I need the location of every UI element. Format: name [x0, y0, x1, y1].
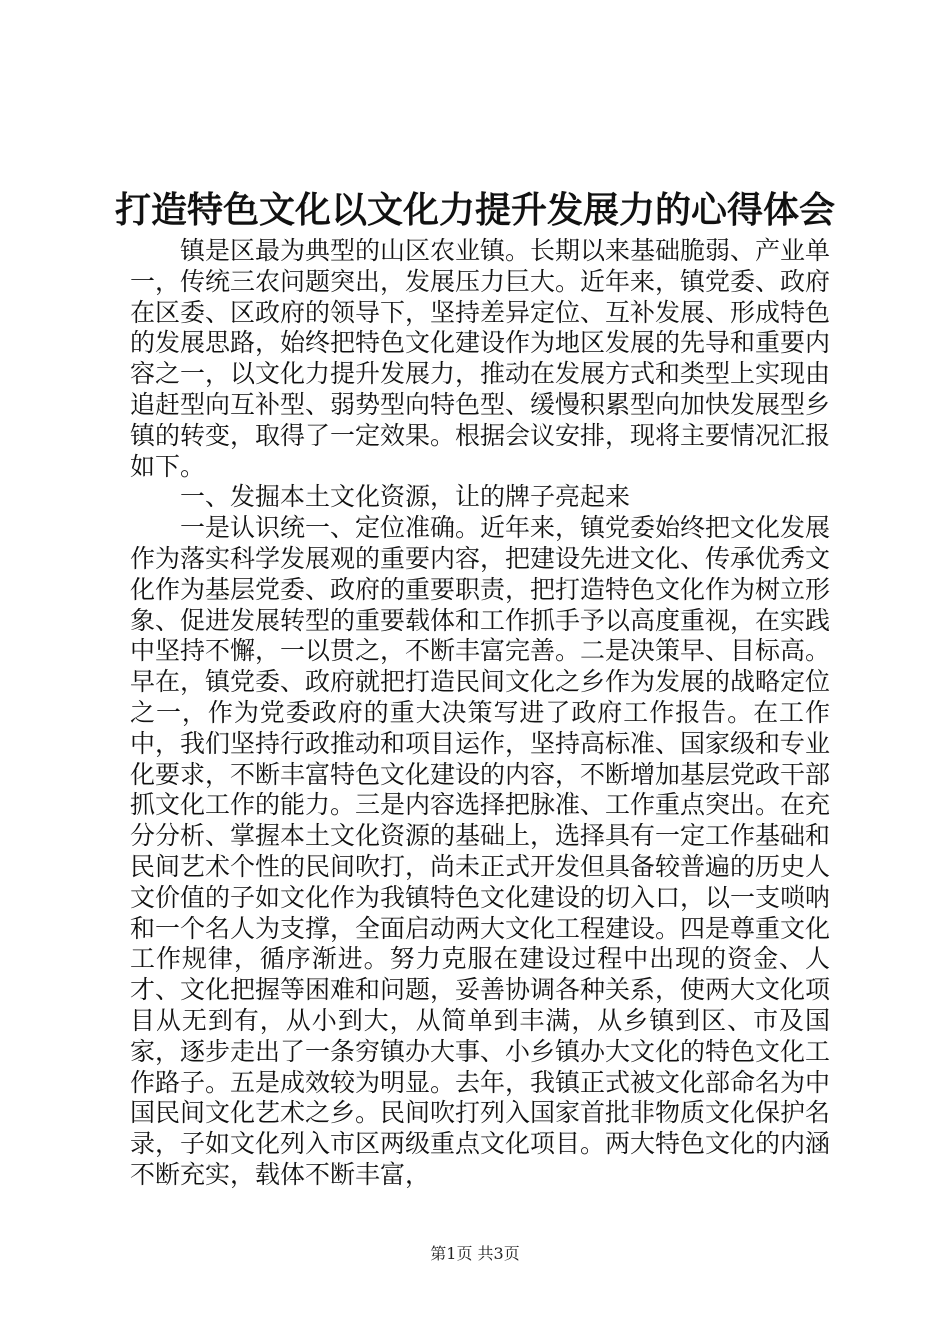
section-heading: 一、发掘本土文化资源，让的牌子亮起来 [180, 482, 631, 512]
document-title: 打造特色文化以文化力提升发展力的心得体会 [114, 189, 835, 231]
intro-paragraph: 镇是区最为典型的山区农业镇。长期以来基础脆弱、产业单一，传统三农问题突出，发展压力巨大。近年来，镇党委、政府在区委、区政府的领导下，坚持差异定位、互补发展、形成特色的发展思路，始终把特色文化建设作为地区发展的先导和重要内容之一，以文化力提升发展力，推动在发展方式和类型上实现由追赶型向互补型、弱势型向特色型、缓慢积累型向加快发展型乡镇的转变，取得了一定效果。根据会议安排，现将主要情况汇报如下。 [130, 236, 831, 481]
page-footer: 第1页 共3页 [430, 1244, 520, 1263]
document-body [130, 236, 830, 1191]
body-paragraph: 一是认识统一、定位准确。近年来，镇党委始终把文化发展作为落实科学发展观的重要内容，把建设先进文化、传承优秀文化作为基层党委、政府的重要职责，把打造特色文化作为树立形象、促进发展转型的重要载体和工作抓手予以高度重视，在实践中坚持不懈，一以贯之，不断丰富完善。二是决策早、目标高。早在，镇党委、政府就把打造民间文化之乡作为发展的战略定位之一，作为党委政府的重大决策写进了政府工作报告。在工作中，我们坚持行政推动和项目运作，坚持高标准、国家级和专业化要求，不断丰富特色文化建设的内容，不断增加基层党政干部抓文化工作的能力。三是内容选择把脉准、工作重点突出。在充分分析、掌握本土文化资源的基础上，选择具有一定工作基础和民间艺术个性的民间吹打，尚未正式开发但具备较普遍的历史人文价值的子如文化作为我镇特色文化建设的切入口，以一支唢呐和一个名人为支撑，全面启动两大文化工程建设。四是尊重文化工作规律，循序渐进。努力克服在建设过程中出现的资金、人才、文化把握等困难和问题，妥善协调各种关系，使两大文化项目从无到有，从小到大，从简单到丰满，从乡镇到区、市及国家，逐步走出了一条穷镇办大事、小乡镇办大文化的特色文化工作路子。五是成效较为明显。去年，我镇正式被文化部命名为中国民间文化艺术之乡。民间吹打列入国家首批非物质文化保护名录，子如文化列入市区两级重点文化项目。两大特色文化的内涵不断充实，载体不断丰富， [130, 513, 831, 1189]
